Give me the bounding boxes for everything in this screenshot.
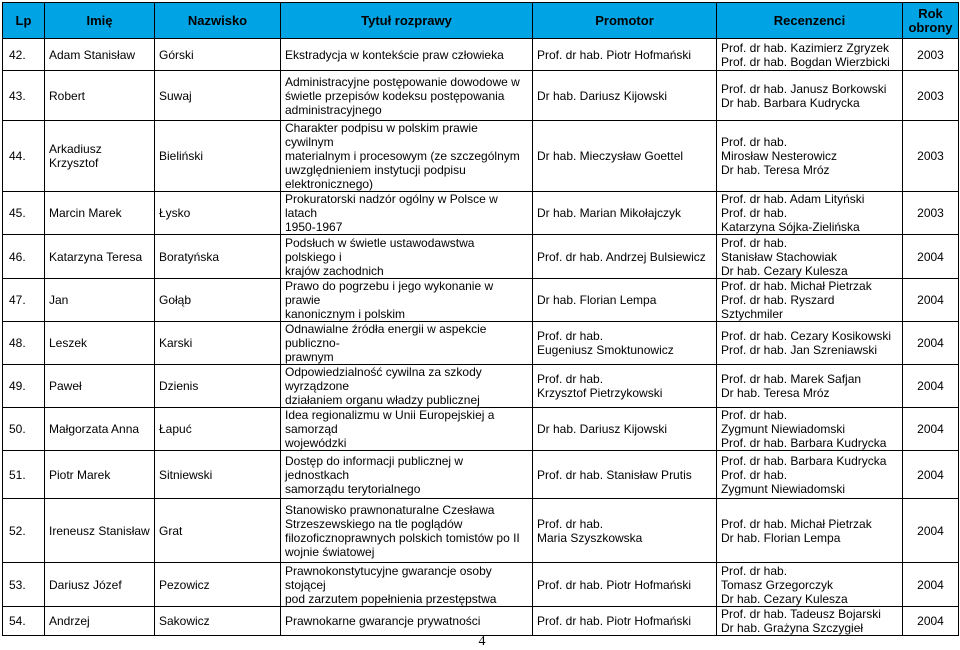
cell-rok: 2004 — [903, 499, 959, 563]
cell-recenzenci-line: Zygmunt Niewiadomski — [721, 422, 846, 436]
cell-promotor — [533, 408, 717, 451]
cell-nazwisko: Boratyńska — [155, 235, 281, 279]
cell-promotor-line: Prof. dr hab. Piotr Hofmański — [537, 614, 692, 628]
table-row — [3, 279, 959, 322]
cell-lp: 42. — [3, 39, 45, 71]
cell-tytul-line: Dostęp do informacji publicznej w jednostkach — [285, 453, 464, 482]
cell-rok: 2004 — [903, 279, 959, 322]
cell-tytul — [281, 192, 533, 235]
table-row — [3, 322, 959, 365]
cell-rok: 2004 — [903, 322, 959, 365]
cell-recenzenci-line: Prof. dr hab. Jan Szreniawski — [721, 343, 878, 357]
cell-rok: 2003 — [903, 39, 959, 71]
cell-tytul — [281, 121, 533, 192]
cell-lp: 46. — [3, 235, 45, 279]
cell-promotor-line: Prof. dr hab. Piotr Hofmański — [537, 47, 692, 62]
cell-nazwisko: Dzienis — [155, 365, 281, 408]
cell-recenzenci — [717, 235, 903, 279]
cell-promotor — [533, 563, 717, 607]
cell-promotor-line: Maria Szyszkowska — [537, 530, 643, 545]
cell-nazwisko: Górski — [155, 39, 281, 71]
cell-imie: Robert — [45, 71, 155, 121]
table-row — [3, 499, 959, 563]
cell-recenzenci-line: Prof. dr hab. Tadeusz Bojarski — [721, 607, 881, 621]
cell-recenzenci-line: Prof. dr hab. Barbara Kudrycka — [721, 453, 887, 468]
cell-tytul — [281, 408, 533, 451]
cell-recenzenci — [717, 451, 903, 499]
cell-imie: Jan — [45, 279, 155, 322]
cell-tytul-line: Ekstradycja w kontekście praw człowieka — [285, 47, 504, 62]
cell-recenzenci — [717, 563, 903, 607]
cell-recenzenci-line: Prof. dr hab. Michał Pietrzak — [721, 279, 872, 293]
cell-promotor — [533, 607, 717, 636]
cell-tytul-line: krajów zachodnich — [285, 263, 384, 278]
cell-recenzenci-line: Dr hab. Cezary Kulesza — [721, 263, 848, 278]
table-row — [3, 235, 959, 279]
header-promotor: Promotor — [533, 3, 717, 39]
cell-rok: 2003 — [903, 121, 959, 192]
cell-rok: 2004 — [903, 607, 959, 636]
header-row — [3, 3, 959, 39]
cell-lp: 53. — [3, 563, 45, 607]
cell-tytul-line: Prokuratorski nadzór ogólny w Polsce w latach — [285, 192, 498, 220]
cell-promotor-line: Dr hab. Marian Mikołajczyk — [537, 206, 682, 220]
cell-promotor-line: Dr hab. Dariusz Kijowski — [537, 422, 668, 436]
cell-recenzenci-line: Zygmunt Niewiadomski — [721, 481, 846, 496]
cell-rok: 2004 — [903, 365, 959, 408]
cell-rok: 2003 — [903, 192, 959, 235]
cell-promotor — [533, 121, 717, 192]
cell-tytul-line: Prawnokarne gwarancje prywatności — [285, 614, 481, 628]
table-row — [3, 192, 959, 235]
cell-recenzenci — [717, 499, 903, 563]
cell-nazwisko: Gołąb — [155, 279, 281, 322]
cell-rok: 2004 — [903, 563, 959, 607]
header-nazwisko: Nazwisko — [155, 3, 281, 39]
header-tytul: Tytuł rozprawy — [281, 3, 533, 39]
document-page — [2, 2, 958, 649]
cell-tytul — [281, 451, 533, 499]
cell-lp: 50. — [3, 408, 45, 451]
cell-recenzenci-line: Tomasz Grzegorczyk — [721, 577, 834, 592]
cell-lp: 48. — [3, 322, 45, 365]
cell-tytul-line: działaniem organu władzy publicznej — [285, 393, 480, 407]
cell-tytul-line: świetle przepisów kodeksu postępowania — [285, 88, 505, 103]
cell-recenzenci-line: Prof. dr hab. — [721, 563, 788, 578]
cell-promotor-line: Prof. dr hab. Andrzej Bulsiewicz — [537, 249, 706, 264]
cell-imie: Marcin Marek — [45, 192, 155, 235]
cell-nazwisko: Grat — [155, 499, 281, 563]
header-rok-line: obrony — [908, 19, 953, 35]
cell-imie: Paweł — [45, 365, 155, 408]
header-imie: Imię — [45, 3, 155, 39]
cell-recenzenci-line: Prof. dr hab. — [721, 206, 788, 220]
header-rok — [903, 3, 959, 39]
cell-lp: 49. — [3, 365, 45, 408]
cell-promotor — [533, 39, 717, 71]
cell-promotor-line: Prof. dr hab. Stanisław Prutis — [537, 467, 692, 482]
cell-tytul-line: filozoficznoprawnych polskich tomistów po II — [285, 530, 520, 545]
cell-promotor — [533, 71, 717, 121]
cell-imie: Dariusz Józef — [45, 563, 155, 607]
cell-imie: Małgorzata Anna — [45, 408, 155, 451]
cell-lp: 47. — [3, 279, 45, 322]
cell-recenzenci — [717, 39, 903, 71]
cell-recenzenci-line: Dr hab. Barbara Kudrycka — [721, 95, 860, 110]
table-row — [3, 121, 959, 192]
header-lp: Lp — [3, 3, 45, 39]
cell-recenzenci-line: Prof. dr hab. Ryszard Sztychmiler — [721, 293, 835, 321]
cell-tytul-line: Prawnokonstytucyjne gwarancje osoby stojącej — [285, 563, 492, 592]
table-row — [3, 408, 959, 451]
cell-tytul-line: Odnawialne źródła energii w aspekcie publiczno- — [285, 322, 487, 350]
cell-recenzenci — [717, 322, 903, 365]
cell-nazwisko: Sitniewski — [155, 451, 281, 499]
cell-tytul-line: materialnym i procesowym (ze szczególnym — [285, 149, 520, 163]
cell-recenzenci-line: Prof. dr hab. — [721, 235, 788, 250]
cell-tytul-line: prawnym — [285, 350, 334, 364]
cell-imie: Ireneusz Stanisław — [45, 499, 155, 563]
table-row — [3, 607, 959, 636]
cell-promotor — [533, 235, 717, 279]
cell-recenzenci-line: Prof. dr hab. — [721, 408, 788, 422]
cell-tytul — [281, 71, 533, 121]
cell-tytul-line: Charakter podpisu w polskim prawie cywilnym — [285, 121, 478, 149]
cell-tytul-line: samorządu terytorialnego — [285, 481, 421, 496]
cell-promotor-line: Prof. dr hab. — [537, 516, 604, 531]
cell-rok: 2004 — [903, 235, 959, 279]
cell-tytul-line: uwzględnieniem instytucji podpisu — [285, 163, 466, 177]
cell-recenzenci-line: Prof. dr hab. Barbara Kudrycka — [721, 436, 887, 450]
cell-promotor — [533, 499, 717, 563]
cell-recenzenci-line: Dr hab. Teresa Mróz — [721, 386, 830, 400]
cell-lp: 45. — [3, 192, 45, 235]
cell-promotor-line: Dr hab. Mieczysław Goettel — [537, 149, 684, 163]
cell-lp: 43. — [3, 71, 45, 121]
table-row — [3, 451, 959, 499]
cell-tytul-line: Podsłuch w świetle ustawodawstwa polskiego i — [285, 235, 475, 264]
cell-recenzenci — [717, 192, 903, 235]
cell-promotor-line: Dr hab. Florian Lempa — [537, 293, 657, 307]
cell-tytul — [281, 499, 533, 563]
cell-promotor-line: Krzysztof Pietrzykowski — [537, 386, 663, 400]
cell-recenzenci-line: Prof. dr hab. Michał Pietrzak — [721, 516, 872, 531]
cell-tytul-line: wojewódzki — [285, 436, 347, 450]
cell-lp: 51. — [3, 451, 45, 499]
cell-imie: Leszek — [45, 322, 155, 365]
cell-tytul — [281, 607, 533, 636]
cell-tytul — [281, 365, 533, 408]
cell-tytul-line: Stanowisko prawnonaturalne Czesława — [285, 502, 495, 517]
cell-tytul-line: Prawo do pogrzebu i jego wykonanie w prawie — [285, 279, 494, 307]
table-row — [3, 365, 959, 408]
cell-promotor-line: Eugeniusz Smoktunowicz — [537, 343, 674, 357]
cell-tytul-line: wojnie światowej — [285, 544, 375, 559]
cell-promotor — [533, 322, 717, 365]
cell-recenzenci-line: Dr hab. Grażyna Szczygieł — [721, 621, 864, 635]
cell-tytul — [281, 235, 533, 279]
cell-nazwisko: Bieliński — [155, 121, 281, 192]
cell-tytul-line: kanonicznym i polskim — [285, 307, 406, 321]
cell-tytul-line: Idea regionalizmu w Unii Europejskiej a samorząd — [285, 408, 495, 436]
cell-imie: Piotr Marek — [45, 451, 155, 499]
cell-imie: Adam Stanisław — [45, 39, 155, 71]
cell-recenzenci-line: Mirosław Nesterowicz — [721, 149, 838, 163]
cell-imie: Andrzej — [45, 607, 155, 636]
cell-tytul-line: Administracyjne postępowanie dowodowe w — [285, 74, 520, 89]
cell-tytul — [281, 322, 533, 365]
cell-promotor — [533, 192, 717, 235]
dissertations-table — [2, 2, 959, 636]
cell-rok: 2003 — [903, 71, 959, 121]
cell-promotor-line: Prof. dr hab. — [537, 372, 604, 386]
cell-lp: 44. — [3, 121, 45, 192]
cell-tytul-line: Strzeszewskiego na tle poglądów — [285, 516, 463, 531]
cell-nazwisko: Pezowicz — [155, 563, 281, 607]
cell-nazwisko: Łapuć — [155, 408, 281, 451]
cell-recenzenci-line: Prof. dr hab. Adam Lityński — [721, 192, 865, 206]
cell-promotor-line: Dr hab. Dariusz Kijowski — [537, 88, 668, 103]
cell-recenzenci-line: Prof. dr hab. Bogdan Wierzbicki — [721, 54, 890, 69]
cell-promotor-line: Prof. dr hab. — [537, 329, 604, 343]
table-row — [3, 71, 959, 121]
cell-tytul-line: Odpowiedzialność cywilna za szkody wyrządzone — [285, 365, 482, 393]
cell-recenzenci-line: Dr hab. Florian Lempa — [721, 530, 841, 545]
cell-lp: 52. — [3, 499, 45, 563]
cell-tytul-line: pod zarzutem popełnienia przestępstwa — [285, 591, 497, 606]
cell-nazwisko: Suwaj — [155, 71, 281, 121]
cell-recenzenci-line: Prof. dr hab. — [721, 135, 788, 149]
cell-recenzenci-line: Prof. dr hab. Marek Safjan — [721, 372, 862, 386]
cell-promotor-line: Prof. dr hab. Piotr Hofmański — [537, 577, 692, 592]
cell-promotor — [533, 279, 717, 322]
table-row — [3, 563, 959, 607]
page-number: 4 — [478, 634, 486, 649]
cell-tytul — [281, 39, 533, 71]
cell-recenzenci — [717, 365, 903, 408]
cell-tytul-line: 1950-1967 — [285, 220, 343, 234]
cell-imie: Katarzyna Teresa — [45, 235, 155, 279]
cell-rok: 2004 — [903, 408, 959, 451]
cell-recenzenci-line: Dr hab. Teresa Mróz — [721, 163, 830, 177]
header-recenzenci: Recenzenci — [717, 3, 903, 39]
cell-recenzenci-line: Stanisław Stachowiak — [721, 249, 838, 264]
cell-imie: Arkadiusz Krzysztof — [45, 121, 155, 192]
cell-nazwisko: Karski — [155, 322, 281, 365]
cell-recenzenci — [717, 71, 903, 121]
cell-recenzenci-line: Prof. dr hab. Cezary Kosikowski — [721, 329, 892, 343]
cell-recenzenci — [717, 279, 903, 322]
header-rok-line: Rok — [918, 5, 943, 21]
cell-promotor — [533, 365, 717, 408]
table-row — [3, 39, 959, 71]
cell-recenzenci — [717, 408, 903, 451]
cell-nazwisko: Łysko — [155, 192, 281, 235]
cell-tytul — [281, 279, 533, 322]
cell-recenzenci — [717, 607, 903, 636]
cell-lp: 54. — [3, 607, 45, 636]
cell-recenzenci-line: Prof. dr hab. — [721, 467, 788, 482]
cell-recenzenci-line: Katarzyna Sójka-Zielińska — [721, 220, 860, 234]
cell-tytul — [281, 563, 533, 607]
cell-recenzenci-line: Prof. dr hab. Kazimierz Zgryzek — [721, 40, 890, 55]
cell-recenzenci — [717, 121, 903, 192]
cell-nazwisko: Sakowicz — [155, 607, 281, 636]
cell-promotor — [533, 451, 717, 499]
cell-recenzenci-line: Dr hab. Cezary Kulesza — [721, 591, 848, 606]
cell-tytul-line: elektronicznego) — [285, 177, 374, 191]
cell-tytul-line: administracyjnego — [285, 102, 382, 117]
cell-rok: 2004 — [903, 451, 959, 499]
cell-recenzenci-line: Prof. dr hab. Janusz Borkowski — [721, 81, 887, 96]
